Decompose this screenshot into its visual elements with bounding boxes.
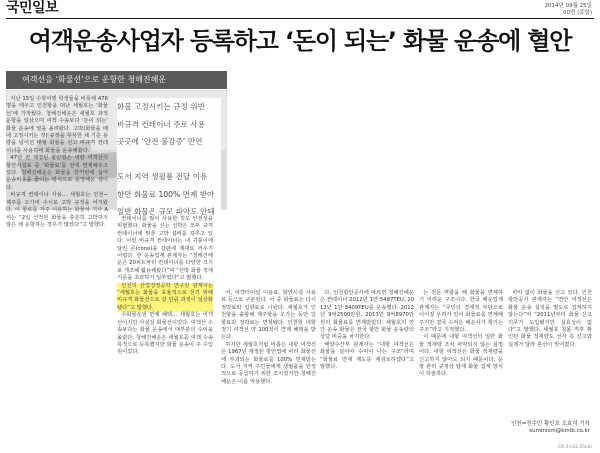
photo-pull-quote xyxy=(117,98,221,221)
article-column-6 xyxy=(508,290,592,418)
quote-line: 곳곳에 ‘안전 불감증’ 만연 xyxy=(117,137,203,146)
paragraph: 하지만 세월호처럼 비좁은 내항 여객선은 1967년 제정된 항만법에 따라 화물선에 부과되는 화물료를 100% 면제받는다. 도서 지역 주민들에게 생필품을 안정적으로 공급하기 위한 조치였지만 청해진해운은 이를 악용했다. xyxy=(221,341,316,385)
paragraph: 는 전문 역할을 해 화물을 면제하기 어려운 구조이다. 한국 해운업계 관계자는 “국민의 경제적 부담으로 이어질 우려가 있어 화물료를 면제해 주지만 결국 수익은 해운사가 챙기는 구조”라고 지적했다. xyxy=(419,290,503,334)
article-column-3 xyxy=(221,290,316,410)
paragraph: 컨테이너를 많이 사용한 것도 안전성을 위협했다. 화물을 싣는 선박은 모두 규격 컨테이너에 맞춘 고박 설비를 갖추고 있다. 이런 비규격 컨테이너는 내 귀퉁이에 달린 콘(cone)을 갑판에 제대로 끼우기 어렵다. 한 운송업계 관계자는 “청해진해운은 20피트짜리 컨테이너를 다양한 크기로 개조해 활용해왔다”며 “선박 화물 적재 기준을 초과하기 일쑤였다”고 말했다. xyxy=(117,216,213,282)
quote-line: 화물 고정시키는 규정 위반 xyxy=(117,102,205,111)
article-column-1 xyxy=(6,96,108,414)
article-column-2 xyxy=(117,216,213,414)
paragraph: 해양수산부 관계자는 “내항 여객선은 화물을 실어야 수익이 나는 구조”라며 “화물료 면제 제도를 재검토하겠다”고 말했다. xyxy=(320,341,414,371)
quote-line: 일반 화물은 규모 파악도 안돼 xyxy=(117,207,215,216)
byline xyxy=(511,421,590,436)
masthead xyxy=(6,1,58,17)
paragraph: 여, 여객터미널 이용료, 항만시설 사용료 등으로 구분된다. 이 중 화물료는 다시 정박료와 입항료로 나뉜다. 세월호가 인천항을 출항해 제주항을 오가는 동안 입항료와 정박료는 면제됐다. 인천항 내항 정기 여객선 약 100척이 면제 혜택을 받는다. xyxy=(221,290,316,341)
byline-email: suminism@kmib.co.kr xyxy=(529,428,590,435)
byline-reporters: 인천=전수민 황인호 조효석 기자 xyxy=(511,421,590,427)
dateline xyxy=(545,3,592,17)
quote-line xyxy=(117,151,221,169)
paragraph: 비규격 컨테이너 사용… 세월호는 인천∼제주를 오가며 수시로 고박 규정을 어겨왔다. 이 항로를 자주 이용하는 화물차 기사 A씨는 “2일 선적된 화물을 충분히 고박하지 않은 채 운항하는 경우가 많았다”고 말했다. xyxy=(6,192,108,228)
paragraph: 다. 인천항만공사에 따르면 청해진해운은 컨테이너 2012년 1만 5487TEU, 2013년 1만 8409TEU를 운송했다. 2012년 9억2500만원, 2013년 9억8970만원의 화물료를 면제받았다. 세월호의 연간 운송 화물은 전국 항만 화물 운송량의 상당 비중을 차지한다. xyxy=(320,290,414,341)
article-column-5 xyxy=(419,290,503,410)
quote-line: 비규격 컨테이너 주로 사용 xyxy=(117,119,205,129)
headline: 여객운송사업자 등록하고 ‘돈이 되는’ 화물 운송에 혈안 xyxy=(28,27,572,55)
quote-line: 도서 지역 생필품 전달 이유 xyxy=(117,172,208,181)
paragraph: 이 때문에 내항 여객선의 일반 화물 적재량 조차 파악되지 않는 실정이다. 내항 여객선은 화물 적재량을 신고하지 않아도 되기 때문이다. 운항 관리 규정상 탑재 화물 집계 방식이 허술하다. xyxy=(419,334,503,378)
page-section: 00면 (종합) xyxy=(563,10,592,16)
issue-date: 2014년 09월 25일 xyxy=(544,3,592,9)
paragraph: 수화물운임 면제 혜택… 세월호는 여객선이지만 사실상 화물선이었다. 여객선 수송보다는 화물 운송에서 대부분의 수익을 올렸다. 청해진해운은 세월호를 여객 수송 목적으로 등록했지만 화물 운송이 주 수입원이었다. xyxy=(117,312,213,356)
quote-line: 항만 화물료 100% 면제 받아 xyxy=(117,189,215,199)
masthead-rule xyxy=(6,18,594,19)
photo-caption: 여객선을 ‘화물선’으로 운항한 청해진해운 xyxy=(6,71,227,89)
highlighted-paragraph: 인천의 산업경영공학 연구원 관계자는 “세월호는 화물을 효율적으로 싣기 위해 비규격 화물선으로 갈 만큼 과적이 일상화됐다”고 말했다. xyxy=(117,282,213,311)
paragraph: 파악 없이 화물을 싣고 있다. 인천항만공사 관계자는 “연안 여객선은 화물 운송 실적을 별도로 집계하지 않는다”며 “2011년부터 화물 신고 의무가 도입됐지만 실효성이 없다”고 말했다. 세월호 침몰 직후 확인된 화물 적재량도 선사 측 신고와 실제가 달라 혼선이 빚어졌다. xyxy=(508,290,592,348)
footer-code: CR-3>22.55cm xyxy=(557,445,592,450)
article-column-4 xyxy=(320,290,414,410)
paragraph: 47년 전 제정된 항만법은 내항 여객선의 항만시설료 중 ‘화물료’를 전액 면제해주고 있다. 청해진해운은 화물을 한꺼번에 실어 운송비용을 줄이는 방식으로 운영해온 셈이다. xyxy=(6,155,108,191)
paragraph: 지난 15일 수학여행 학생들을 비롯해 476명을 태우고 인천항을 떠난 세월호는 ‘화물선’에 가까웠다. 청해진해운은 세월호 과적 운항을 일삼으며 여객 수송보다 ‘돈이 되는’ 화물 운송에 열을 올려왔다. 고박(화물을 배에 고정시키는 것) 규정을 무시한 채 기준 용량을 넘어선 대형 화물을 싣고 비규격 컨테이너를 사용하며 화물을 운송해왔다. xyxy=(6,96,108,154)
newspaper-logo: 국민일보 xyxy=(6,0,59,16)
